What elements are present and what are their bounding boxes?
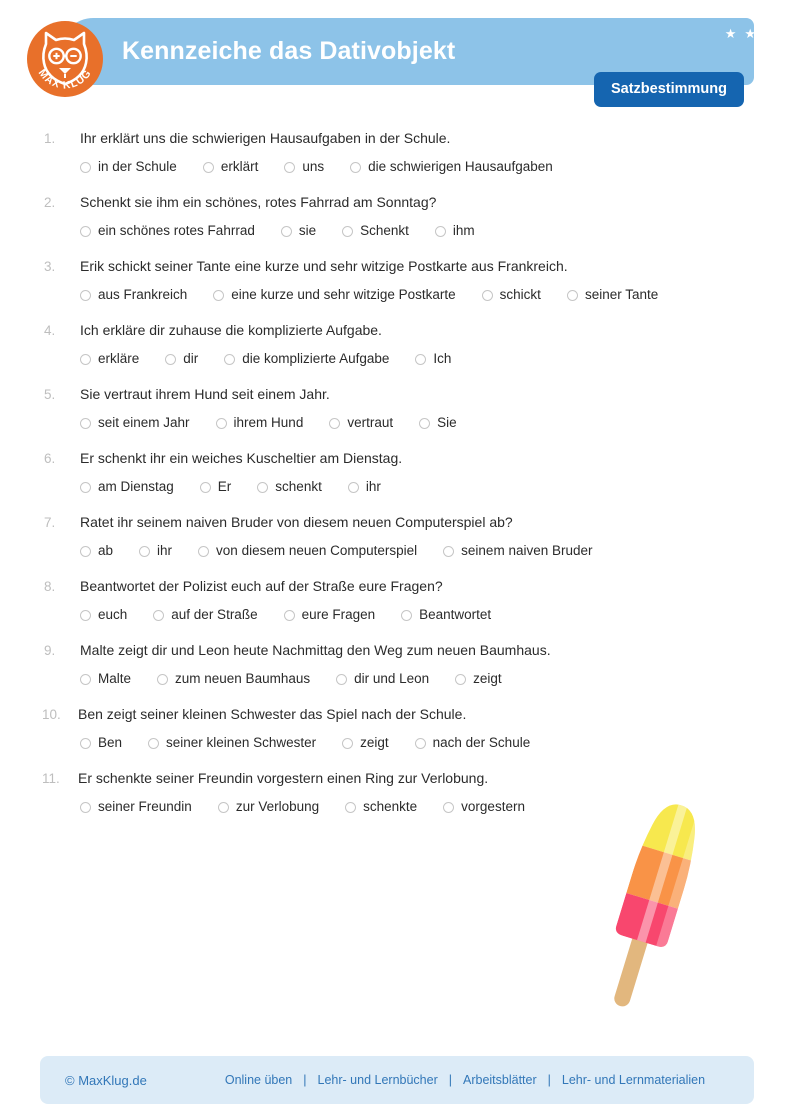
question-header bbox=[42, 128, 746, 149]
answer-option[interactable] bbox=[415, 734, 531, 752]
question-header bbox=[42, 704, 746, 725]
answer-option-label: euch bbox=[98, 607, 128, 622]
answer-option[interactable] bbox=[80, 350, 139, 368]
question-header bbox=[42, 192, 746, 213]
radio-button-icon[interactable] bbox=[443, 802, 454, 813]
answer-options bbox=[80, 670, 746, 688]
answer-option[interactable] bbox=[80, 286, 187, 304]
answer-option-label: Er bbox=[217, 479, 232, 494]
radio-button-icon[interactable] bbox=[200, 482, 211, 493]
page-footer bbox=[40, 1056, 754, 1104]
answer-option[interactable] bbox=[401, 606, 491, 624]
answer-option-label: ihm bbox=[452, 223, 475, 238]
footer-link-list bbox=[225, 1073, 705, 1087]
question-item bbox=[0, 192, 794, 240]
answer-options bbox=[80, 350, 746, 368]
question-number: 10. bbox=[42, 707, 61, 722]
answer-option[interactable] bbox=[284, 158, 324, 176]
question-number: 2. bbox=[44, 195, 56, 210]
answer-option[interactable] bbox=[348, 478, 381, 496]
answer-option[interactable] bbox=[200, 478, 232, 496]
question-text: Ben zeigt seiner kleinen Schwester das Spiel nach der Schule. bbox=[78, 706, 467, 722]
page-title: Kennzeiche das Dativobjekt bbox=[122, 37, 456, 65]
radio-button-icon[interactable] bbox=[165, 354, 176, 365]
answer-option-label: zeigt bbox=[473, 671, 502, 686]
footer-link[interactable]: Lehr- und Lernbücher bbox=[317, 1073, 438, 1087]
answer-option-label: ihrem Hund bbox=[233, 415, 304, 430]
answer-option[interactable] bbox=[80, 542, 113, 560]
answer-option-label: dir und Leon bbox=[354, 671, 430, 686]
answer-options bbox=[80, 414, 746, 432]
radio-button-icon[interactable] bbox=[80, 610, 91, 621]
question-header bbox=[42, 640, 746, 661]
answer-option[interactable] bbox=[345, 798, 417, 816]
answer-option[interactable] bbox=[198, 542, 417, 560]
footer-link[interactable]: Arbeitsblätter bbox=[463, 1073, 537, 1087]
answer-option[interactable] bbox=[80, 798, 192, 816]
answer-option[interactable] bbox=[329, 414, 393, 432]
radio-button-icon[interactable] bbox=[567, 290, 578, 301]
radio-button-icon[interactable] bbox=[345, 802, 356, 813]
question-number: 5. bbox=[44, 387, 56, 402]
radio-button-icon[interactable] bbox=[348, 482, 359, 493]
answer-option-label: die komplizierte Aufgabe bbox=[242, 351, 390, 366]
answer-option[interactable] bbox=[443, 798, 525, 816]
question-header bbox=[42, 384, 746, 405]
answer-option-label: schickt bbox=[499, 287, 541, 302]
answer-option[interactable] bbox=[80, 414, 190, 432]
question-text: Ich erkläre dir zuhause die komplizierte Aufgabe. bbox=[80, 322, 382, 338]
answer-option[interactable] bbox=[419, 414, 457, 432]
question-item bbox=[0, 640, 794, 688]
answer-option-label: ihr bbox=[365, 479, 381, 494]
radio-button-icon[interactable] bbox=[153, 610, 164, 621]
question-item bbox=[0, 320, 794, 368]
answer-option-label: ihr bbox=[157, 543, 173, 558]
answer-options bbox=[80, 734, 746, 752]
radio-button-icon[interactable] bbox=[350, 162, 361, 173]
question-text: Sie vertraut ihrem Hund seit einem Jahr. bbox=[80, 386, 330, 402]
answer-option-label: nach der Schule bbox=[432, 735, 531, 750]
svg-text:MAX KLUG: MAX KLUG bbox=[35, 67, 95, 92]
question-item bbox=[0, 512, 794, 560]
radio-button-icon[interactable] bbox=[80, 674, 91, 685]
question-number: 9. bbox=[44, 643, 56, 658]
answer-option[interactable] bbox=[455, 670, 502, 688]
answer-option[interactable] bbox=[224, 350, 389, 368]
radio-button-icon[interactable] bbox=[482, 290, 493, 301]
question-header bbox=[42, 768, 746, 789]
answer-option-label: schenkte bbox=[363, 799, 418, 814]
answer-option[interactable] bbox=[80, 158, 177, 176]
radio-button-icon[interactable] bbox=[157, 674, 168, 685]
question-text: Schenkt sie ihm ein schönes, rotes Fahrrad am Sonntag? bbox=[80, 194, 437, 210]
question-header bbox=[42, 576, 746, 597]
answer-option-label: vorgestern bbox=[461, 799, 525, 814]
radio-button-icon[interactable] bbox=[198, 546, 209, 557]
answer-option-label: zeigt bbox=[360, 735, 389, 750]
radio-button-icon[interactable] bbox=[218, 802, 229, 813]
answer-option-label: zur Verlobung bbox=[235, 799, 320, 814]
question-item bbox=[0, 768, 794, 816]
footer-separator: | bbox=[547, 1073, 551, 1087]
answer-option[interactable] bbox=[336, 670, 429, 688]
question-number: 11. bbox=[42, 771, 60, 786]
answer-option[interactable] bbox=[284, 606, 376, 624]
answer-option-label: dir bbox=[183, 351, 199, 366]
answer-option-label: aus Frankreich bbox=[98, 287, 188, 302]
answer-options bbox=[80, 158, 746, 176]
question-number: 1. bbox=[44, 131, 56, 146]
radio-button-icon[interactable] bbox=[80, 546, 91, 557]
answer-option[interactable] bbox=[281, 222, 316, 240]
radio-button-icon[interactable] bbox=[80, 802, 91, 813]
question-item bbox=[0, 256, 794, 304]
answer-option-label: am Dienstag bbox=[98, 479, 174, 494]
answer-option-label: von diesem neuen Computerspiel bbox=[216, 543, 418, 558]
answer-option-label: Ich bbox=[433, 351, 452, 366]
answer-options bbox=[80, 478, 746, 496]
radio-button-icon[interactable] bbox=[415, 738, 426, 749]
question-text: Er schenkt ihr ein weiches Kuscheltier am Dienstag. bbox=[80, 450, 403, 466]
question-header bbox=[42, 320, 746, 341]
question-number: 3. bbox=[44, 259, 56, 274]
footer-separator: | bbox=[303, 1073, 307, 1087]
radio-button-icon[interactable] bbox=[216, 418, 227, 429]
answer-option[interactable] bbox=[435, 222, 475, 240]
answer-option[interactable] bbox=[148, 734, 316, 752]
answer-option-label: ein schönes rotes Fahrrad bbox=[98, 223, 255, 238]
category-badge: Satzbestimmung bbox=[594, 72, 744, 107]
answer-option-label: seiner Tante bbox=[584, 287, 659, 302]
answer-option-label: Ben bbox=[98, 735, 123, 750]
answer-option-label: in der Schule bbox=[98, 159, 177, 174]
question-header bbox=[42, 256, 746, 277]
question-text: Malte zeigt dir und Leon heute Nachmittag den Weg zum neuen Baumhaus. bbox=[80, 642, 551, 658]
radio-button-icon[interactable] bbox=[80, 738, 91, 749]
radio-button-icon[interactable] bbox=[80, 354, 91, 365]
radio-button-icon[interactable] bbox=[415, 354, 426, 365]
answer-option[interactable] bbox=[218, 798, 319, 816]
answer-option[interactable] bbox=[80, 734, 122, 752]
answer-option[interactable] bbox=[350, 158, 553, 176]
difficulty-stars bbox=[725, 27, 756, 40]
answer-option-label: vertraut bbox=[347, 415, 394, 430]
answer-option[interactable] bbox=[80, 670, 131, 688]
answer-option[interactable] bbox=[443, 542, 592, 560]
radio-button-icon[interactable] bbox=[284, 610, 295, 621]
answer-option-label: schenkt bbox=[275, 479, 322, 494]
radio-button-icon[interactable] bbox=[139, 546, 150, 557]
answer-options bbox=[80, 222, 746, 240]
radio-button-icon[interactable] bbox=[329, 418, 340, 429]
radio-button-icon[interactable] bbox=[435, 226, 446, 237]
question-text: Ihr erklärt uns die schwierigen Hausaufgaben in der Schule. bbox=[80, 130, 451, 146]
answer-option[interactable] bbox=[216, 414, 304, 432]
radio-button-icon[interactable] bbox=[443, 546, 454, 557]
star-icon: ★ bbox=[744, 26, 756, 41]
copyright-text: © MaxKlug.de bbox=[65, 1072, 147, 1088]
answer-option[interactable] bbox=[257, 478, 322, 496]
question-header bbox=[42, 512, 746, 533]
radio-button-icon[interactable] bbox=[336, 674, 347, 685]
question-item bbox=[0, 576, 794, 624]
question-text: Erik schickt seiner Tante eine kurze und sehr witzige Postkarte aus Frankreich. bbox=[80, 258, 568, 274]
answer-option[interactable] bbox=[482, 286, 541, 304]
answer-option[interactable] bbox=[157, 670, 310, 688]
answer-option-label: erklärt bbox=[220, 159, 259, 174]
radio-button-icon[interactable] bbox=[80, 290, 91, 301]
radio-button-icon[interactable] bbox=[80, 162, 91, 173]
answer-option-label: uns bbox=[302, 159, 325, 174]
answer-options bbox=[80, 606, 746, 624]
radio-button-icon[interactable] bbox=[257, 482, 268, 493]
answer-option[interactable] bbox=[80, 222, 255, 240]
worksheet-questions bbox=[0, 128, 794, 832]
answer-option-label: seinem naiven Bruder bbox=[461, 543, 593, 558]
answer-option-label: eine kurze und sehr witzige Postkarte bbox=[231, 287, 456, 302]
radio-button-icon[interactable] bbox=[80, 418, 91, 429]
radio-button-icon[interactable] bbox=[224, 354, 235, 365]
answer-option-label: seiner kleinen Schwester bbox=[166, 735, 317, 750]
page-header bbox=[0, 0, 794, 120]
question-text: Er schenkte seiner Freundin vorgestern einen Ring zur Verlobung. bbox=[78, 770, 489, 786]
answer-option-label: eure Fragen bbox=[301, 607, 376, 622]
answer-option[interactable] bbox=[80, 478, 174, 496]
radio-button-icon[interactable] bbox=[342, 226, 353, 237]
answer-option-label: seiner Freundin bbox=[98, 799, 192, 814]
answer-option[interactable] bbox=[153, 606, 257, 624]
question-item bbox=[0, 384, 794, 432]
radio-button-icon[interactable] bbox=[455, 674, 466, 685]
answer-option-label: die schwierigen Hausaufgaben bbox=[368, 159, 553, 174]
answer-option-label: Beantwortet bbox=[419, 607, 492, 622]
radio-button-icon[interactable] bbox=[213, 290, 224, 301]
answer-option-label: Schenkt bbox=[360, 223, 409, 238]
answer-option-label: erkläre bbox=[98, 351, 140, 366]
answer-option[interactable] bbox=[342, 734, 389, 752]
question-item bbox=[0, 448, 794, 496]
question-item bbox=[0, 704, 794, 752]
question-number: 4. bbox=[44, 323, 56, 338]
maxklug-logo bbox=[26, 20, 104, 98]
answer-option-label: seit einem Jahr bbox=[98, 415, 190, 430]
answer-option-label: sie bbox=[298, 223, 317, 238]
question-item bbox=[0, 128, 794, 176]
question-number: 7. bbox=[44, 515, 56, 530]
radio-button-icon[interactable] bbox=[342, 738, 353, 749]
answer-option-label: Sie bbox=[437, 415, 457, 430]
radio-button-icon[interactable] bbox=[80, 226, 91, 237]
answer-option[interactable] bbox=[165, 350, 198, 368]
radio-button-icon[interactable] bbox=[284, 162, 295, 173]
answer-option-label: auf der Straße bbox=[171, 607, 258, 622]
footer-link[interactable]: Online üben bbox=[224, 1073, 293, 1087]
answer-options bbox=[80, 542, 746, 560]
radio-button-icon[interactable] bbox=[203, 162, 214, 173]
answer-option[interactable] bbox=[203, 158, 259, 176]
star-icon: ★ bbox=[724, 26, 737, 41]
question-header bbox=[42, 448, 746, 469]
answer-option[interactable] bbox=[415, 350, 451, 368]
question-number: 6. bbox=[44, 451, 56, 466]
radio-button-icon[interactable] bbox=[281, 226, 292, 237]
question-text: Ratet ihr seinem naiven Bruder von diesem neuen Computerspiel ab? bbox=[80, 514, 513, 530]
answer-option[interactable] bbox=[139, 542, 172, 560]
answer-option[interactable] bbox=[342, 222, 409, 240]
radio-button-icon[interactable] bbox=[80, 482, 91, 493]
footer-separator: | bbox=[448, 1073, 452, 1087]
answer-option-label: zum neuen Baumhaus bbox=[175, 671, 311, 686]
answer-options bbox=[80, 286, 746, 304]
question-number: 8. bbox=[44, 579, 56, 594]
question-text: Beantwortet der Polizist euch auf der Straße eure Fragen? bbox=[80, 578, 443, 594]
answer-option[interactable] bbox=[213, 286, 455, 304]
radio-button-icon[interactable] bbox=[401, 610, 412, 621]
answer-options bbox=[80, 798, 746, 816]
footer-link[interactable]: Lehr- und Lernmaterialien bbox=[561, 1073, 706, 1087]
answer-option[interactable] bbox=[80, 606, 127, 624]
answer-option-label: ab bbox=[98, 543, 114, 558]
radio-button-icon[interactable] bbox=[419, 418, 430, 429]
radio-button-icon[interactable] bbox=[148, 738, 159, 749]
answer-option-label: Malte bbox=[98, 671, 132, 686]
answer-option[interactable] bbox=[567, 286, 658, 304]
